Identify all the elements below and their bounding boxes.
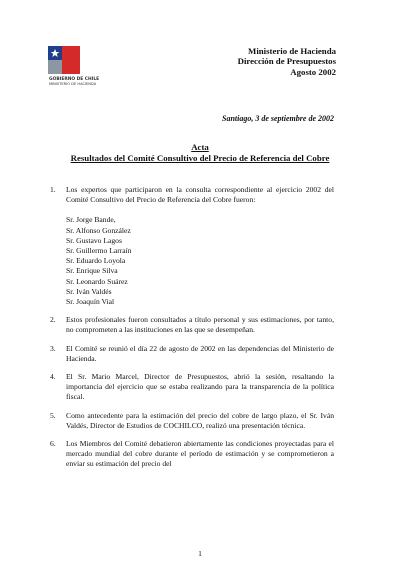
document-body bbox=[50, 185, 334, 478]
document-header bbox=[238, 46, 336, 77]
title-line2: Resultados del Comité Consultivo del Precio de Referencia del Cobre bbox=[70, 152, 330, 163]
header-direction: Dirección de Presupuestos bbox=[237, 56, 336, 67]
item-number: 3. bbox=[50, 343, 56, 353]
item-text: Como antecedente para la estimación del precio del cobre de largo plazo, el Sr. Iván Valdés, Director de Estudios de COCHILCO, realizó una presentación técnica. bbox=[66, 410, 334, 430]
header-date: Agosto 2002 bbox=[290, 66, 336, 77]
item-text: Estos profesionales fueron consultados a título personal y sus estimaciones, por tanto, no comprometen a las instituciones en las que se desempeñan. bbox=[66, 315, 334, 335]
logo-caption-line2: MINISTERIO DE HACIENDA bbox=[49, 82, 97, 86]
list-item bbox=[50, 344, 334, 364]
page-number: 1 bbox=[198, 549, 202, 558]
item-number: 2. bbox=[50, 315, 56, 325]
item-text: Los Miembros del Comité debatieron abiertamente las condiciones proyectadas para el mercado mundial del cobre durante el período de estimación y se comprometieron a enviar su estimación del precio del bbox=[66, 439, 334, 469]
list-item bbox=[50, 315, 334, 335]
list-item bbox=[50, 372, 334, 403]
expert-name: Sr. Jorge Bande, bbox=[66, 215, 116, 225]
expert-name: Sr. Joaquín Vial bbox=[66, 297, 115, 307]
item-text: Los expertos que participaron en la consulta correspondiente al ejercicio 2002 del Comité Consultivo del Precio de Referencia del Cobre fueron: bbox=[66, 185, 334, 205]
expert-name: Sr. Alfonso González bbox=[66, 225, 131, 235]
title-line1: Acta bbox=[191, 142, 209, 152]
expert-name: Sr. Leonardo Suárez bbox=[66, 276, 128, 286]
document-title bbox=[0, 142, 400, 164]
document-date: Santiago, 3 de septiembre de 2002 bbox=[222, 114, 334, 123]
item-number: 5. bbox=[50, 410, 56, 420]
expert-name: Sr. Guillermo Larraín bbox=[66, 246, 132, 256]
expert-name: Sr. Eduardo Loyola bbox=[66, 256, 126, 266]
list-item bbox=[50, 439, 334, 470]
expert-name: Sr. Gustavo Lagos bbox=[66, 235, 122, 245]
item-text: El Sr. Mario Marcel, Director de Presupuestos, abrió la sesión, resaltando la importancia del ejercicio que se estaba realizando para la transparencia de la política fiscal. bbox=[66, 372, 334, 402]
item-text: El Comité se reunió el día 22 de agosto de 2002 en las dependencias del Ministerio de Hacienda. bbox=[66, 343, 334, 363]
item-number: 1. bbox=[50, 185, 56, 194]
logo-caption-line1: GOBIERNO DE CHILE bbox=[49, 77, 100, 82]
header-ministry: Ministerio de Hacienda bbox=[248, 46, 336, 56]
experts-list bbox=[66, 215, 334, 307]
expert-name: Sr. Iván Valdés bbox=[66, 286, 112, 296]
logo-caption bbox=[49, 78, 99, 86]
list-item bbox=[50, 411, 334, 431]
list-item bbox=[50, 185, 334, 307]
item-number: 6. bbox=[50, 439, 56, 449]
item-number: 4. bbox=[50, 372, 56, 382]
expert-name: Sr. Enrique Silva bbox=[66, 266, 118, 276]
